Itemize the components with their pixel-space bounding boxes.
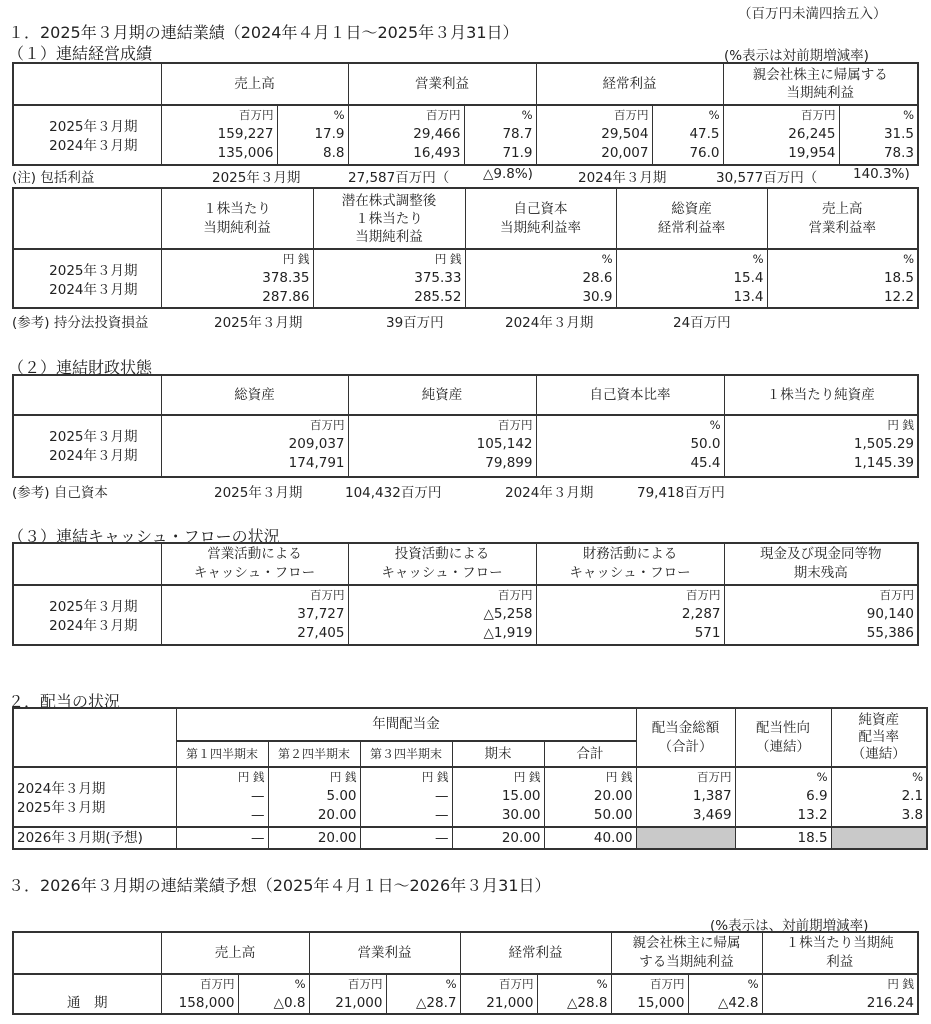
value: 1,387 xyxy=(692,788,732,804)
value: 2.1 xyxy=(901,788,924,804)
dividends-table xyxy=(12,707,928,850)
header-net-income-l2: 当期純利益 xyxy=(786,85,854,101)
row-labels xyxy=(13,585,161,645)
value: 29,504 xyxy=(601,126,649,142)
header-roa-l2: 経常利益率 xyxy=(657,219,726,236)
header-doe xyxy=(831,708,927,767)
row-label-2025: 2025年３月期 xyxy=(49,599,138,615)
header-blank xyxy=(13,188,161,249)
unit: 百万円 xyxy=(614,108,649,122)
value: 28.6 xyxy=(582,270,613,286)
value: 79,899 xyxy=(485,455,533,471)
unit: % xyxy=(333,108,345,122)
header-cash-end-l1: 現金及び現金同等物 xyxy=(760,546,882,562)
header-net-income xyxy=(723,63,918,105)
sales-pct-values xyxy=(277,105,348,165)
comprehensive-income-period2: 2024年３月期 xyxy=(578,170,667,186)
comprehensive-income-period1: 2025年３月期 xyxy=(212,170,301,186)
q3-values xyxy=(360,767,452,827)
header-blank xyxy=(13,375,161,415)
header-net-income xyxy=(611,932,762,974)
equity-method-period1: 2025年３月期 xyxy=(214,315,303,331)
net-assets-values xyxy=(348,415,536,477)
ord-forecast xyxy=(460,974,537,1014)
unit: % xyxy=(601,252,613,266)
operating-cf-values xyxy=(161,585,348,645)
value: 159,227 xyxy=(217,126,274,142)
value: 31.5 xyxy=(883,126,914,142)
value: 71.9 xyxy=(502,145,533,161)
unit: % xyxy=(912,770,924,784)
value: 30.9 xyxy=(582,289,613,305)
header-financing-cf-l2: キャッシュ・フロー xyxy=(569,565,691,581)
sales-values xyxy=(161,105,277,165)
forecast-payout-ratio: 18.5 xyxy=(735,827,831,849)
value: 15,000 xyxy=(637,995,685,1011)
forecast-doe-shaded xyxy=(831,827,927,849)
unit: 百万円 xyxy=(499,977,534,991)
header-equity-ratio: 自己資本比率 xyxy=(536,375,724,415)
value: 1,145.39 xyxy=(853,455,914,471)
op-forecast xyxy=(309,974,386,1014)
header-investing-cf-l2: キャッシュ・フロー xyxy=(381,565,503,581)
comprehensive-income-pct1: △9.8%) xyxy=(483,166,533,182)
header-operating-cf-l1: 営業活動による xyxy=(207,546,302,562)
value: 287.86 xyxy=(262,289,310,305)
value: 216.24 xyxy=(866,995,914,1011)
value: 47.5 xyxy=(689,126,720,142)
unit: % xyxy=(752,252,764,266)
net-forecast xyxy=(611,974,688,1014)
eps-forecast xyxy=(762,974,918,1014)
q2-values xyxy=(268,767,360,827)
unit: 円 銭 xyxy=(887,418,914,432)
header-sales: 売上高 xyxy=(161,932,309,974)
value: △0.8 xyxy=(273,995,306,1011)
value: — xyxy=(435,788,449,804)
value: 3,469 xyxy=(692,807,732,823)
value: 15.00 xyxy=(501,788,541,804)
header-operating-margin-l1: 売上高 xyxy=(822,200,863,217)
section2-title: ２．配当の状況 xyxy=(8,692,121,711)
ord-pct-forecast xyxy=(537,974,611,1014)
forecast-q2: 20.00 xyxy=(268,827,360,849)
row-labels xyxy=(13,105,161,165)
forecast-total: 40.00 xyxy=(544,827,636,849)
value: 17.9 xyxy=(314,126,345,142)
label: 通 期 xyxy=(67,995,108,1011)
unit: 百万円 xyxy=(310,588,345,602)
equity-period1: 2025年３月期 xyxy=(214,485,303,501)
row-label-2025: 2025年３月期 xyxy=(49,263,138,279)
value: 174,791 xyxy=(288,455,345,471)
value: 90,140 xyxy=(866,606,914,622)
header-blank xyxy=(13,543,161,585)
header-cash-end xyxy=(724,543,918,585)
value: 285.52 xyxy=(414,289,462,305)
total-values xyxy=(544,767,636,827)
value: 78.3 xyxy=(883,145,914,161)
value: 105,142 xyxy=(476,436,533,452)
header-blank xyxy=(13,63,161,105)
header-operating-cf-l2: キャッシュ・フロー xyxy=(193,565,316,581)
header-financing-cf xyxy=(536,543,724,585)
equity-period2: 2024年３月期 xyxy=(505,485,594,501)
unit: 円 銭 xyxy=(237,770,265,784)
forecast-total-dividend-shaded xyxy=(636,827,735,849)
unit: 円 銭 xyxy=(434,252,462,266)
forecast-q1: — xyxy=(176,827,268,849)
unit: 百万円 xyxy=(879,588,914,602)
unit: % xyxy=(709,418,721,432)
op-pct-values xyxy=(464,105,536,165)
equity-method-label: (参考) 持分法投資損益 xyxy=(12,315,149,331)
value: 135,006 xyxy=(217,145,274,161)
value: 20.00 xyxy=(317,807,357,823)
unit: 百万円 xyxy=(498,588,533,602)
header-doe-l2: 配当率 xyxy=(858,729,900,745)
section3-title: ３．2026年３月期の連結業績予想（2025年４月１日～2026年３月31日） xyxy=(8,876,551,895)
financing-cf-values xyxy=(536,585,724,645)
row-labels xyxy=(13,249,161,308)
row-labels xyxy=(13,767,176,827)
value: 76.0 xyxy=(689,145,720,161)
value: 5.00 xyxy=(326,788,357,804)
row-label-2025: 2025年３月期 xyxy=(17,800,106,816)
header-eps-l2: 当期純利益 xyxy=(203,219,271,236)
doe-values xyxy=(831,767,927,827)
header-eps-l1: １株当たり当期純 xyxy=(785,935,894,951)
unit: 百万円 xyxy=(348,977,383,991)
row-label-2025: 2025年３月期 xyxy=(49,119,138,135)
unit: 円 銭 xyxy=(513,770,541,784)
value: △5,258 xyxy=(483,606,533,622)
value: 20.00 xyxy=(593,788,633,804)
roa-values xyxy=(616,249,767,308)
header-net-income-l1: 親会社株主に帰属 xyxy=(632,935,741,951)
value: 378.35 xyxy=(262,270,310,286)
equity-value2: 79,418百万円 xyxy=(637,485,725,501)
header-investing-cf xyxy=(348,543,536,585)
value: 78.7 xyxy=(502,126,533,142)
value: △1,919 xyxy=(483,625,533,641)
unit: % xyxy=(596,977,608,991)
value: 18.5 xyxy=(883,270,914,286)
sub1-title: （１）連結経営成績 xyxy=(8,44,153,63)
forecast-year-end: 20.00 xyxy=(452,827,544,849)
year-end-values xyxy=(452,767,544,827)
value: 8.8 xyxy=(323,145,345,161)
header-payout-ratio-l2: （連結） xyxy=(756,738,811,755)
value: 26,245 xyxy=(788,126,836,142)
operating-margin-values xyxy=(767,249,918,308)
unit: % xyxy=(445,977,457,991)
cash-end-values xyxy=(724,585,918,645)
header-net-assets: 純資産 xyxy=(348,375,536,415)
unit: 百万円 xyxy=(426,108,461,122)
section3-pct-note: (%表示は、対前期増減率) xyxy=(710,918,869,934)
header-year-end: 期末 xyxy=(452,741,544,767)
comprehensive-income-label: (注) 包括利益 xyxy=(12,170,95,186)
unit: % xyxy=(521,108,533,122)
comprehensive-income-pct2: 140.3%) xyxy=(853,166,910,182)
header-roa xyxy=(616,188,767,249)
value: 12.2 xyxy=(883,289,914,305)
row-labels xyxy=(13,415,161,477)
header-eps-l1: １株当たり xyxy=(203,200,271,217)
value: △28.8 xyxy=(567,995,608,1011)
value: 16,493 xyxy=(413,145,461,161)
forecast-table xyxy=(12,931,919,1015)
value: 1,505.29 xyxy=(853,436,914,452)
cash-flow-table xyxy=(12,542,919,646)
row-label-2024: 2024年３月期 xyxy=(49,138,138,154)
header-cash-end-l2: 期末残高 xyxy=(793,565,848,581)
equity-value1: 104,432百万円 xyxy=(345,485,442,501)
row-label-full-year xyxy=(13,974,161,1014)
header-total-dividend xyxy=(636,708,735,767)
unit: % xyxy=(747,977,759,991)
row-label-forecast: 2026年３月期(予想) xyxy=(13,827,176,849)
unit: 百万円 xyxy=(200,977,235,991)
unit: % xyxy=(708,108,720,122)
value: 50.0 xyxy=(690,436,721,452)
unit: % xyxy=(816,770,828,784)
value: — xyxy=(251,807,265,823)
unit: 円 銭 xyxy=(421,770,449,784)
unit: 百万円 xyxy=(310,418,345,432)
row-label-2024: 2024年３月期 xyxy=(49,282,138,298)
value: 27,405 xyxy=(297,625,345,641)
unit: 百万円 xyxy=(498,418,533,432)
header-doe-l3: （連結） xyxy=(851,746,906,762)
value: 55,386 xyxy=(866,625,914,641)
financial-position-table xyxy=(12,374,919,478)
header-doe-l1: 純資産 xyxy=(858,712,900,728)
ord-values xyxy=(536,105,652,165)
header-diluted-eps-l3: 当期純利益 xyxy=(355,228,423,245)
header-roa-l1: 総資産 xyxy=(671,200,712,217)
header-operating-margin xyxy=(767,188,918,249)
operating-results-table xyxy=(12,62,919,166)
header-payout-ratio xyxy=(735,708,831,767)
header-q1: 第１四半期末 xyxy=(176,741,268,767)
unit: % xyxy=(903,108,914,122)
sales-pct-forecast xyxy=(238,974,309,1014)
equity-method-value1: 39百万円 xyxy=(386,315,444,331)
unit: 百万円 xyxy=(650,977,685,991)
header-ordinary-profit: 経常利益 xyxy=(536,63,723,105)
header-operating-profit: 営業利益 xyxy=(309,932,460,974)
value: 375.33 xyxy=(414,270,462,286)
value: 45.4 xyxy=(690,455,721,471)
row-label-2025: 2025年３月期 xyxy=(49,429,138,445)
row-label-2024: 2024年３月期 xyxy=(17,781,106,797)
equity-ratio-values xyxy=(536,415,724,477)
comprehensive-income-value2: 30,577百万円（ xyxy=(716,170,818,186)
value: 50.00 xyxy=(593,807,633,823)
header-net-income-l2: する当期純利益 xyxy=(639,954,734,970)
header-net-income-l1: 親会社株主に帰属する xyxy=(752,67,888,83)
header-annual-dividend: 年間配当金 xyxy=(176,708,636,741)
roe-values xyxy=(465,249,616,308)
header-ordinary-profit: 経常利益 xyxy=(460,932,611,974)
value: 37,727 xyxy=(297,606,345,622)
sub2-title: （２）連結財政状態 xyxy=(8,358,153,377)
value: 13.2 xyxy=(797,807,828,823)
header-blank xyxy=(13,932,161,974)
sales-forecast xyxy=(161,974,238,1014)
net-pct-values xyxy=(839,105,918,165)
sub1-pct-note: (%表示は対前期増減率) xyxy=(724,48,869,64)
sub3-title: （３）連結キャッシュ・フローの状況 xyxy=(8,527,280,546)
header-diluted-eps-l1: 潜在株式調整後 xyxy=(341,192,437,209)
per-share-table xyxy=(12,187,919,309)
value: 6.9 xyxy=(806,788,828,804)
bps-values xyxy=(724,415,918,477)
header-diluted-eps-l2: １株当たり xyxy=(355,210,423,227)
header-financing-cf-l1: 財務活動による xyxy=(582,546,678,562)
q1-values xyxy=(176,767,268,827)
header-diluted-eps xyxy=(313,188,465,249)
header-eps xyxy=(762,932,918,974)
comprehensive-income-value1: 27,587百万円（ xyxy=(348,170,450,186)
unit: 円 銭 xyxy=(282,252,310,266)
value: 158,000 xyxy=(178,995,235,1011)
unit: 円 銭 xyxy=(605,770,633,784)
unit: 百万円 xyxy=(686,588,721,602)
value: 2,287 xyxy=(681,606,721,622)
value: 13.4 xyxy=(733,289,764,305)
value: 15.4 xyxy=(733,270,764,286)
value: 29,466 xyxy=(413,126,461,142)
diluted-eps-values xyxy=(313,249,465,308)
header-eps-l2: 利益 xyxy=(826,954,854,970)
header-total-dividend-l2: （合計） xyxy=(658,738,713,755)
section1-title: １．2025年３月期の連結業績（2024年４月１日～2025年３月31日） xyxy=(8,23,519,42)
full-year-row xyxy=(13,974,918,1014)
value: — xyxy=(435,807,449,823)
value: 21,000 xyxy=(335,995,383,1011)
unit: 百万円 xyxy=(801,108,836,122)
rounding-note: （百万円未満四捨五入） xyxy=(738,6,887,22)
header-blank xyxy=(13,708,176,767)
value: △28.7 xyxy=(416,995,457,1011)
ord-pct-values xyxy=(652,105,723,165)
investing-cf-values xyxy=(348,585,536,645)
header-q3: 第３四半期末 xyxy=(360,741,452,767)
header-payout-ratio-l1: 配当性向 xyxy=(756,719,811,736)
value: △42.8 xyxy=(718,995,759,1011)
unit: 百万円 xyxy=(697,770,732,784)
header-total-assets: 総資産 xyxy=(161,375,348,415)
unit: % xyxy=(294,977,306,991)
net-pct-forecast xyxy=(688,974,762,1014)
unit: 円 銭 xyxy=(329,770,357,784)
op-values xyxy=(348,105,464,165)
total-dividend-values xyxy=(636,767,735,827)
unit: % xyxy=(903,252,914,266)
header-operating-margin-l2: 営業利益率 xyxy=(808,219,876,236)
equity-label: (参考) 自己資本 xyxy=(12,485,108,501)
header-roe xyxy=(465,188,616,249)
eps-values xyxy=(161,249,313,308)
net-values xyxy=(723,105,839,165)
value: — xyxy=(251,788,265,804)
row-label-2024: 2024年３月期 xyxy=(49,618,138,634)
row-label-2024: 2024年３月期 xyxy=(49,448,138,464)
payout-ratio-values xyxy=(735,767,831,827)
equity-method-period2: 2024年３月期 xyxy=(505,315,594,331)
header-roe-l1: 自己資本 xyxy=(513,200,568,217)
header-roe-l2: 当期純利益率 xyxy=(500,219,581,236)
forecast-row xyxy=(13,827,927,849)
value: 19,954 xyxy=(788,145,836,161)
header-bps: １株当たり純資産 xyxy=(724,375,918,415)
value: 209,037 xyxy=(288,436,345,452)
header-investing-cf-l1: 投資活動による xyxy=(394,546,490,562)
header-total-dividend-l1: 配当金総額 xyxy=(651,719,720,736)
unit: 円 銭 xyxy=(887,977,914,991)
header-operating-cf xyxy=(161,543,348,585)
op-pct-forecast xyxy=(386,974,460,1014)
value: 3.8 xyxy=(901,807,924,823)
forecast-q3: — xyxy=(360,827,452,849)
equity-method-value2: 24百万円 xyxy=(673,315,731,331)
header-eps xyxy=(161,188,313,249)
value: 30.00 xyxy=(501,807,541,823)
header-operating-profit: 営業利益 xyxy=(348,63,536,105)
header-q2: 第２四半期末 xyxy=(268,741,360,767)
unit: 百万円 xyxy=(239,108,274,122)
value: 571 xyxy=(694,625,721,641)
value: 21,000 xyxy=(486,995,534,1011)
value: 20,007 xyxy=(601,145,649,161)
header-sales: 売上高 xyxy=(161,63,348,105)
header-total: 合計 xyxy=(544,741,636,767)
total-assets-values xyxy=(161,415,348,477)
